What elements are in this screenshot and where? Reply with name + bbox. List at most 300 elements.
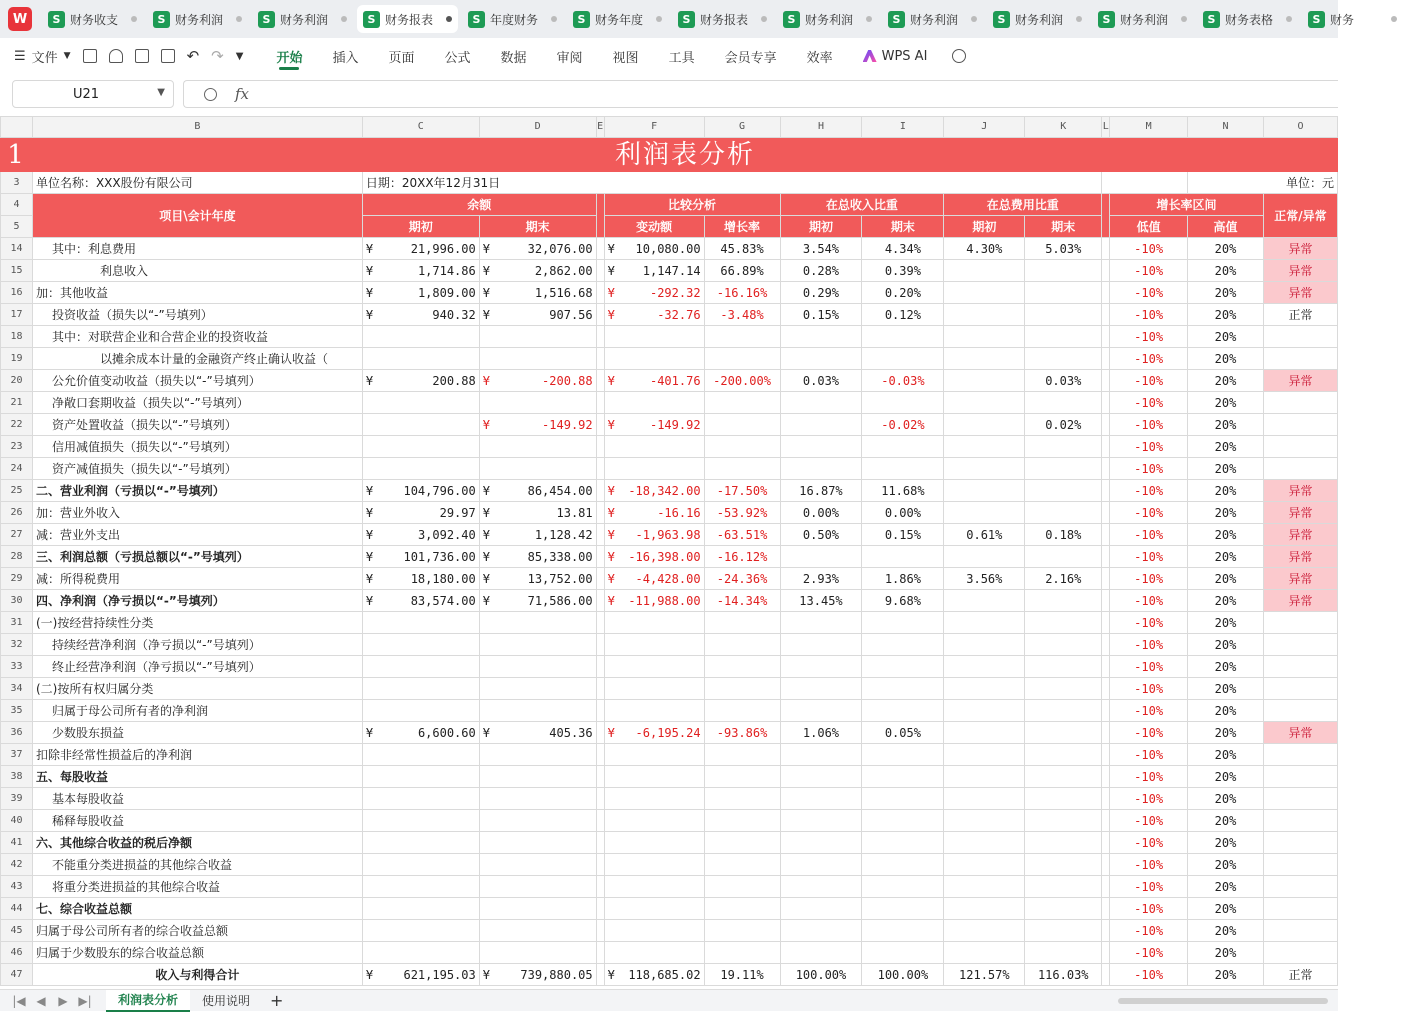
percent-cell[interactable]: [862, 876, 944, 898]
high-value-cell[interactable]: 20%: [1188, 392, 1264, 414]
status-cell[interactable]: [1263, 876, 1337, 898]
amount-cell-d[interactable]: [479, 722, 596, 744]
status-cell[interactable]: 正常: [1263, 964, 1337, 986]
percent-cell[interactable]: [1025, 282, 1102, 304]
percent-cell[interactable]: [704, 700, 780, 722]
high-value-cell[interactable]: 20%: [1188, 788, 1264, 810]
row-label[interactable]: 基本每股收益: [32, 788, 362, 810]
percent-cell[interactable]: [944, 590, 1025, 612]
percent-cell[interactable]: [1025, 920, 1102, 942]
amount-cell-d[interactable]: [479, 898, 596, 920]
close-tab-icon[interactable]: [1076, 16, 1082, 22]
row-label[interactable]: 七、综合收益总额: [32, 898, 362, 920]
first-sheet-icon[interactable]: |◀: [12, 993, 26, 1008]
low-value-cell[interactable]: -10%: [1110, 568, 1188, 590]
percent-cell[interactable]: [704, 458, 780, 480]
amount-cell-f[interactable]: [604, 238, 704, 260]
row-label[interactable]: 减：营业外支出: [32, 524, 362, 546]
doc-tab[interactable]: [672, 5, 773, 33]
close-tab-icon[interactable]: [1391, 16, 1397, 22]
percent-cell[interactable]: [704, 326, 780, 348]
row-header[interactable]: 18: [1, 326, 33, 348]
fx-icon[interactable]: fx: [235, 85, 250, 103]
row-header[interactable]: 14: [1, 238, 33, 260]
status-cell[interactable]: 异常: [1263, 480, 1337, 502]
percent-cell[interactable]: [862, 392, 944, 414]
amount-cell-c[interactable]: [362, 502, 479, 524]
unit-label[interactable]: 单位：元: [1188, 172, 1338, 194]
low-value-cell[interactable]: -10%: [1110, 788, 1188, 810]
percent-cell[interactable]: [944, 942, 1025, 964]
sheet-tab[interactable]: 使用说明: [202, 994, 251, 1008]
percent-cell[interactable]: [944, 678, 1025, 700]
high-value-cell[interactable]: 20%: [1188, 282, 1264, 304]
percent-cell[interactable]: [944, 480, 1025, 502]
percent-cell[interactable]: [704, 766, 780, 788]
row-label[interactable]: 四、净利润（净亏损以“-”号填列）: [32, 590, 362, 612]
column-header[interactable]: G: [704, 117, 780, 138]
percent-cell[interactable]: [1025, 260, 1102, 282]
percent-cell[interactable]: 66.89%: [704, 260, 780, 282]
amount-cell-c[interactable]: [362, 744, 479, 766]
ribbon-tab[interactable]: 插入: [332, 50, 359, 66]
print-preview-icon[interactable]: [161, 49, 175, 63]
status-cell[interactable]: 异常: [1263, 370, 1337, 392]
row-label[interactable]: 减：所得税费用: [32, 568, 362, 590]
high-value-cell[interactable]: 20%: [1188, 304, 1264, 326]
row-header[interactable]: 27: [1, 524, 33, 546]
low-value-cell[interactable]: -10%: [1110, 392, 1188, 414]
company-name[interactable]: 单位名称：XXX股份有限公司: [32, 172, 362, 194]
low-value-cell[interactable]: -10%: [1110, 854, 1188, 876]
percent-cell[interactable]: 0.00%: [780, 502, 862, 524]
last-sheet-icon[interactable]: ▶|: [78, 993, 92, 1008]
row-label[interactable]: 公允价值变动收益（损失以“-”号填列）: [32, 370, 362, 392]
status-cell[interactable]: [1263, 942, 1337, 964]
column-header[interactable]: F: [604, 117, 704, 138]
amount-cell-d[interactable]: [479, 678, 596, 700]
percent-cell[interactable]: [862, 700, 944, 722]
amount-cell-c[interactable]: [362, 238, 479, 260]
row-header[interactable]: 4: [1, 194, 33, 216]
amount-cell-d[interactable]: [479, 612, 596, 634]
row-label[interactable]: 归属于母公司所有者的综合收益总额: [32, 920, 362, 942]
amount-cell-d[interactable]: [479, 832, 596, 854]
doc-tab[interactable]: [1302, 5, 1403, 33]
row-label[interactable]: 归属于母公司所有者的净利润: [32, 700, 362, 722]
status-cell[interactable]: 异常: [1263, 260, 1337, 282]
low-value-cell[interactable]: -10%: [1110, 832, 1188, 854]
row-label[interactable]: 不能重分类进损益的其他综合收益: [32, 854, 362, 876]
close-tab-icon[interactable]: [1286, 16, 1292, 22]
amount-cell-d[interactable]: [479, 458, 596, 480]
percent-cell[interactable]: [780, 876, 862, 898]
amount-cell-c[interactable]: [362, 700, 479, 722]
expense-ratio-header[interactable]: 在总费用比重: [944, 194, 1102, 216]
percent-cell[interactable]: [1025, 590, 1102, 612]
amount-cell-d[interactable]: [479, 634, 596, 656]
status-cell[interactable]: 异常: [1263, 546, 1337, 568]
close-tab-icon[interactable]: [1181, 16, 1187, 22]
percent-cell[interactable]: [944, 898, 1025, 920]
amount-cell-c[interactable]: [362, 788, 479, 810]
amount-cell-c[interactable]: [362, 876, 479, 898]
percent-cell[interactable]: [780, 348, 862, 370]
percent-cell[interactable]: [780, 392, 862, 414]
subheader-begin[interactable]: 期初: [362, 216, 479, 238]
amount-cell-c[interactable]: [362, 260, 479, 282]
amount-cell-f[interactable]: [604, 810, 704, 832]
percent-cell[interactable]: [862, 898, 944, 920]
amount-cell-d[interactable]: [479, 876, 596, 898]
low-value-cell[interactable]: -10%: [1110, 876, 1188, 898]
percent-cell[interactable]: [944, 348, 1025, 370]
wps-ai-button[interactable]: [848, 41, 943, 71]
row-header[interactable]: 35: [1, 700, 33, 722]
percent-cell[interactable]: [1025, 348, 1102, 370]
percent-cell[interactable]: [704, 634, 780, 656]
column-header[interactable]: C: [362, 117, 479, 138]
percent-cell[interactable]: [862, 634, 944, 656]
amount-cell-c[interactable]: [362, 678, 479, 700]
low-value-cell[interactable]: -10%: [1110, 480, 1188, 502]
amount-cell-f[interactable]: [604, 876, 704, 898]
low-value-cell[interactable]: -10%: [1110, 238, 1188, 260]
amount-cell-d[interactable]: [479, 392, 596, 414]
amount-cell-f[interactable]: [604, 942, 704, 964]
percent-cell[interactable]: [862, 788, 944, 810]
ribbon-tab[interactable]: 开始: [261, 41, 317, 71]
amount-cell-d[interactable]: [479, 436, 596, 458]
percent-cell[interactable]: [944, 634, 1025, 656]
doc-tab[interactable]: [147, 5, 248, 33]
percent-cell[interactable]: [1025, 788, 1102, 810]
doc-tab[interactable]: [987, 5, 1088, 33]
amount-cell-f[interactable]: [604, 964, 704, 986]
percent-cell[interactable]: [1025, 326, 1102, 348]
percent-cell[interactable]: -0.02%: [862, 414, 944, 436]
amount-cell-f[interactable]: [604, 656, 704, 678]
low-value-cell[interactable]: -10%: [1110, 678, 1188, 700]
column-header[interactable]: L: [1102, 117, 1110, 138]
status-header[interactable]: 正常/异常: [1263, 194, 1337, 238]
row-header[interactable]: 43: [1, 876, 33, 898]
row-header[interactable]: 30: [1, 590, 33, 612]
amount-cell-d[interactable]: [479, 766, 596, 788]
percent-cell[interactable]: [862, 656, 944, 678]
undo-icon[interactable]: ↶: [186, 47, 200, 65]
percent-cell[interactable]: [944, 282, 1025, 304]
amount-cell-c[interactable]: [362, 964, 479, 986]
row-label[interactable]: 其中：对联营企业和合营企业的投资收益: [32, 326, 362, 348]
percent-cell[interactable]: [944, 326, 1025, 348]
percent-cell[interactable]: [1025, 634, 1102, 656]
row-header[interactable]: 1: [1, 138, 33, 172]
row-label[interactable]: 其中：利息费用: [32, 238, 362, 260]
select-all-corner[interactable]: [1, 117, 33, 138]
percent-cell[interactable]: [780, 326, 862, 348]
row-header[interactable]: 3: [1, 172, 33, 194]
row-header[interactable]: 44: [1, 898, 33, 920]
amount-cell-f[interactable]: [604, 282, 704, 304]
percent-cell[interactable]: 0.28%: [780, 260, 862, 282]
percent-cell[interactable]: [944, 304, 1025, 326]
percent-cell[interactable]: -3.48%: [704, 304, 780, 326]
ribbon-tab[interactable]: 页面: [388, 50, 415, 66]
row-label[interactable]: 六、其他综合收益的税后净额: [32, 832, 362, 854]
low-value-cell[interactable]: -10%: [1110, 326, 1188, 348]
percent-cell[interactable]: 2.16%: [1025, 568, 1102, 590]
column-header[interactable]: O: [1263, 117, 1337, 138]
low-value-cell[interactable]: -10%: [1110, 260, 1188, 282]
percent-cell[interactable]: [1025, 458, 1102, 480]
percent-cell[interactable]: 0.29%: [780, 282, 862, 304]
ribbon-tab[interactable]: 公式: [444, 50, 471, 66]
row-header[interactable]: 34: [1, 678, 33, 700]
amount-cell-d[interactable]: [479, 524, 596, 546]
spreadsheet-grid[interactable]: [0, 116, 1338, 989]
ribbon-tab[interactable]: 效率: [806, 50, 833, 66]
amount-cell-d[interactable]: [479, 700, 596, 722]
close-tab-icon[interactable]: [551, 16, 557, 22]
percent-cell[interactable]: [862, 920, 944, 942]
percent-cell[interactable]: [704, 920, 780, 942]
ribbon-tab[interactable]: 视图: [612, 50, 639, 66]
amount-cell-d[interactable]: [479, 238, 596, 260]
percent-cell[interactable]: 0.39%: [862, 260, 944, 282]
horizontal-scrollbar[interactable]: [1118, 998, 1328, 1004]
amount-cell-d[interactable]: [479, 370, 596, 392]
row-header[interactable]: 40: [1, 810, 33, 832]
high-value-cell[interactable]: 20%: [1188, 414, 1264, 436]
percent-cell[interactable]: [944, 744, 1025, 766]
percent-cell[interactable]: -16.16%: [704, 282, 780, 304]
percent-cell[interactable]: [944, 458, 1025, 480]
row-header[interactable]: 36: [1, 722, 33, 744]
percent-cell[interactable]: [780, 634, 862, 656]
doc-tab[interactable]: [777, 5, 878, 33]
percent-cell[interactable]: [944, 392, 1025, 414]
percent-cell[interactable]: [1025, 436, 1102, 458]
percent-cell[interactable]: [862, 612, 944, 634]
row-header[interactable]: 22: [1, 414, 33, 436]
percent-cell[interactable]: 4.30%: [944, 238, 1025, 260]
subheader-end[interactable]: 期末: [479, 216, 596, 238]
percent-cell[interactable]: 0.15%: [862, 524, 944, 546]
percent-cell[interactable]: [704, 348, 780, 370]
percent-cell[interactable]: -53.92%: [704, 502, 780, 524]
row-label[interactable]: 收入与利得合计: [32, 964, 362, 986]
high-value-cell[interactable]: 20%: [1188, 480, 1264, 502]
percent-cell[interactable]: [944, 766, 1025, 788]
percent-cell[interactable]: [944, 260, 1025, 282]
percent-cell[interactable]: [944, 854, 1025, 876]
status-cell[interactable]: [1263, 458, 1337, 480]
low-value-cell[interactable]: -10%: [1110, 546, 1188, 568]
more-dropdown-icon[interactable]: ▼: [235, 50, 244, 62]
percent-cell[interactable]: [862, 744, 944, 766]
percent-cell[interactable]: [1025, 744, 1102, 766]
percent-cell[interactable]: -16.12%: [704, 546, 780, 568]
column-header[interactable]: K: [1025, 117, 1102, 138]
row-label[interactable]: 资产处置收益（损失以“-”号填列）: [32, 414, 362, 436]
close-tab-icon[interactable]: [971, 16, 977, 22]
percent-cell[interactable]: 13.45%: [780, 590, 862, 612]
status-cell[interactable]: [1263, 348, 1337, 370]
percent-cell[interactable]: [944, 546, 1025, 568]
percent-cell[interactable]: [704, 414, 780, 436]
subheader-change[interactable]: 变动额: [604, 216, 704, 238]
percent-cell[interactable]: [1025, 810, 1102, 832]
percent-cell[interactable]: -0.03%: [862, 370, 944, 392]
amount-cell-f[interactable]: [604, 920, 704, 942]
row-header[interactable]: 17: [1, 304, 33, 326]
row-label[interactable]: 将重分类进损益的其他综合收益: [32, 876, 362, 898]
percent-cell[interactable]: -63.51%: [704, 524, 780, 546]
low-value-cell[interactable]: -10%: [1110, 766, 1188, 788]
row-header[interactable]: 19: [1, 348, 33, 370]
low-value-cell[interactable]: -10%: [1110, 656, 1188, 678]
status-cell[interactable]: 异常: [1263, 568, 1337, 590]
percent-cell[interactable]: [1025, 876, 1102, 898]
status-cell[interactable]: 异常: [1263, 590, 1337, 612]
amount-cell-f[interactable]: [604, 612, 704, 634]
row-header[interactable]: 47: [1, 964, 33, 986]
status-cell[interactable]: 正常: [1263, 304, 1337, 326]
percent-cell[interactable]: [704, 832, 780, 854]
amount-cell-c[interactable]: [362, 392, 479, 414]
column-header[interactable]: I: [862, 117, 944, 138]
high-value-cell[interactable]: 20%: [1188, 678, 1264, 700]
amount-cell-f[interactable]: [604, 832, 704, 854]
percent-cell[interactable]: 0.61%: [944, 524, 1025, 546]
status-cell[interactable]: 异常: [1263, 282, 1337, 304]
low-value-cell[interactable]: -10%: [1110, 920, 1188, 942]
percent-cell[interactable]: [1025, 898, 1102, 920]
ribbon-tab[interactable]: 数据: [500, 50, 527, 66]
ribbon-tab[interactable]: 审阅: [556, 50, 583, 66]
percent-cell[interactable]: [780, 656, 862, 678]
percent-cell[interactable]: [704, 678, 780, 700]
close-tab-icon[interactable]: [446, 16, 452, 22]
percent-cell[interactable]: 0.50%: [780, 524, 862, 546]
status-cell[interactable]: [1263, 788, 1337, 810]
item-header[interactable]: 项目\会计年度: [32, 194, 362, 238]
amount-cell-c[interactable]: [362, 348, 479, 370]
percent-cell[interactable]: [944, 414, 1025, 436]
row-label[interactable]: 净敞口套期收益（损失以“-”号填列）: [32, 392, 362, 414]
low-value-cell[interactable]: -10%: [1110, 414, 1188, 436]
subheader-high[interactable]: 高值: [1188, 216, 1264, 238]
amount-cell-d[interactable]: [479, 810, 596, 832]
amount-cell-c[interactable]: [362, 920, 479, 942]
percent-cell[interactable]: [944, 436, 1025, 458]
amount-cell-d[interactable]: [479, 854, 596, 876]
prev-sheet-icon[interactable]: ◀: [36, 993, 46, 1008]
report-date[interactable]: 日期：20XX年12月31日: [362, 172, 1101, 194]
row-label[interactable]: (二)按所有权归属分类: [32, 678, 362, 700]
percent-cell[interactable]: [704, 656, 780, 678]
ribbon-tab[interactable]: 工具: [668, 50, 695, 66]
high-value-cell[interactable]: 20%: [1188, 458, 1264, 480]
amount-cell-f[interactable]: [604, 744, 704, 766]
row-header[interactable]: 32: [1, 634, 33, 656]
row-header[interactable]: 31: [1, 612, 33, 634]
percent-cell[interactable]: [1025, 392, 1102, 414]
amount-cell-f[interactable]: [604, 304, 704, 326]
close-tab-icon[interactable]: [341, 16, 347, 22]
status-cell[interactable]: [1263, 898, 1337, 920]
column-header[interactable]: N: [1188, 117, 1264, 138]
percent-cell[interactable]: [1025, 854, 1102, 876]
percent-cell[interactable]: [704, 392, 780, 414]
high-value-cell[interactable]: 20%: [1188, 898, 1264, 920]
print-icon[interactable]: [135, 49, 149, 63]
percent-cell[interactable]: [1025, 304, 1102, 326]
row-header[interactable]: 45: [1, 920, 33, 942]
percent-cell[interactable]: -93.86%: [704, 722, 780, 744]
row-header[interactable]: 29: [1, 568, 33, 590]
high-value-cell[interactable]: 20%: [1188, 260, 1264, 282]
percent-cell[interactable]: [780, 810, 862, 832]
compare-header[interactable]: 比较分析: [604, 194, 780, 216]
row-header[interactable]: 25: [1, 480, 33, 502]
balance-header[interactable]: 余额: [362, 194, 596, 216]
column-header[interactable]: H: [780, 117, 862, 138]
amount-cell-f[interactable]: [604, 766, 704, 788]
percent-cell[interactable]: [780, 766, 862, 788]
row-label[interactable]: 以摊余成本计量的金融资产终止确认收益（: [32, 348, 362, 370]
percent-cell[interactable]: [780, 832, 862, 854]
row-header[interactable]: 15: [1, 260, 33, 282]
percent-cell[interactable]: [780, 436, 862, 458]
amount-cell-c[interactable]: [362, 414, 479, 436]
low-value-cell[interactable]: -10%: [1110, 612, 1188, 634]
status-cell[interactable]: [1263, 766, 1337, 788]
high-value-cell[interactable]: 20%: [1188, 634, 1264, 656]
status-cell[interactable]: 异常: [1263, 502, 1337, 524]
high-value-cell[interactable]: 20%: [1188, 590, 1264, 612]
high-value-cell[interactable]: 20%: [1188, 920, 1264, 942]
amount-cell-f[interactable]: [604, 392, 704, 414]
percent-cell[interactable]: 0.15%: [780, 304, 862, 326]
amount-cell-f[interactable]: [604, 260, 704, 282]
low-value-cell[interactable]: -10%: [1110, 436, 1188, 458]
amount-cell-d[interactable]: [479, 964, 596, 986]
status-cell[interactable]: [1263, 854, 1337, 876]
subheader-end[interactable]: 期末: [862, 216, 944, 238]
percent-cell[interactable]: [1025, 700, 1102, 722]
low-value-cell[interactable]: -10%: [1110, 590, 1188, 612]
amount-cell-c[interactable]: [362, 524, 479, 546]
revenue-ratio-header[interactable]: 在总收入比重: [780, 194, 944, 216]
column-header[interactable]: M: [1110, 117, 1188, 138]
amount-cell-c[interactable]: [362, 832, 479, 854]
high-value-cell[interactable]: 20%: [1188, 810, 1264, 832]
percent-cell[interactable]: [1025, 480, 1102, 502]
amount-cell-c[interactable]: [362, 436, 479, 458]
percent-cell[interactable]: [862, 832, 944, 854]
high-value-cell[interactable]: 20%: [1188, 744, 1264, 766]
percent-cell[interactable]: 1.86%: [862, 568, 944, 590]
percent-cell[interactable]: 4.34%: [862, 238, 944, 260]
percent-cell[interactable]: [704, 788, 780, 810]
row-label[interactable]: 少数股东损益: [32, 722, 362, 744]
percent-cell[interactable]: 100.00%: [780, 964, 862, 986]
column-header[interactable]: J: [944, 117, 1025, 138]
percent-cell[interactable]: [1025, 546, 1102, 568]
percent-cell[interactable]: [862, 436, 944, 458]
